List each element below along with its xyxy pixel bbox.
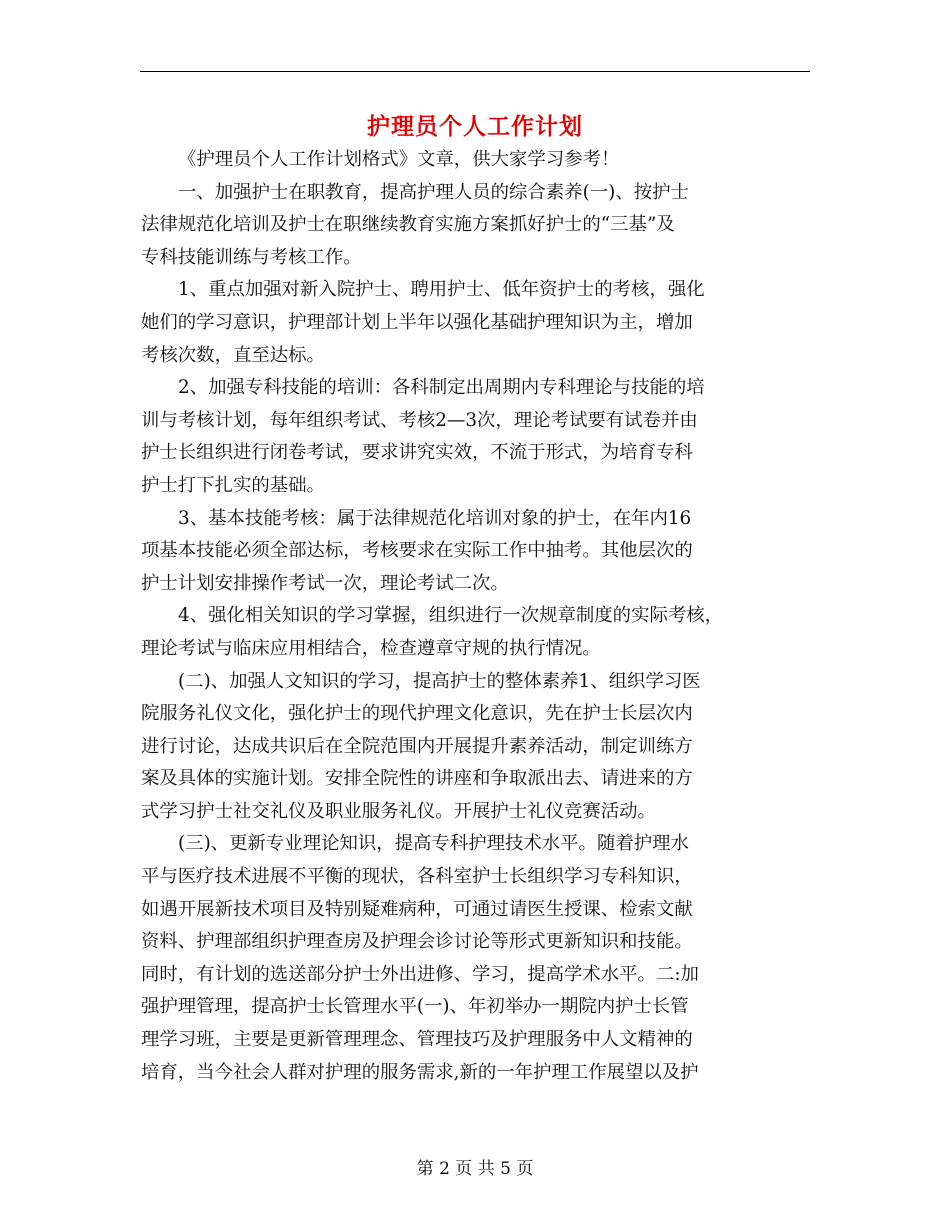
text-line: 她们的学习意识，护理部计划上半年以强化基础护理知识为主，增加 [141,311,693,333]
text-line: 护士打下扎实的基础。 [141,474,325,496]
text-line: 理论考试与临床应用相结合，检查遵章守规的执行情况。 [141,637,601,659]
document-body [141,144,813,1089]
document-title: 护理员个人工作计划 [367,114,583,140]
text-line: 进行讨论，达成共识后在全院范围内开展提升素养活动，制定训练方 [141,735,693,757]
text-line: 训与考核计划，每年组织考试、考核2—3次，理论考试要有试卷并由 [141,409,698,431]
text-line: 如遇开展新技术项目及特别疑难病种，可通过请医生授课、检索文献 [141,898,693,920]
text-line: 2、加强专科技能的培训：各科制定出周期内专科理论与技能的培 [178,377,705,399]
text-line: 案及具体的实施计划。安排全院性的讲座和争取派出去、请进来的方 [141,768,693,790]
text-line: 院服务礼仪文化，强化护士的现代护理文化意识，先在护士长层次内 [141,703,693,725]
text-line: 考核次数，直至达标。 [141,344,325,366]
text-line: 一、加强护士在职教育，提高护理人员的综合素养(一)、按护士 [178,181,689,203]
text-line: 理学习班，主要是更新管理理念、管理技巧及护理服务中人文精神的 [141,1029,693,1051]
text-line: 同时，有计划的选送部分护士外出进修、学习，提高学术水平。二:加 [141,963,699,985]
page-number-footer: 第 2 页 共 5 页 [416,1159,534,1179]
text-line: 护士长组织进行闭卷考试，要求讲究实效，不流于形式，为培育专科 [141,442,693,464]
text-line: 资料、护理部组织护理查房及护理会诊讨论等形式更新知识和技能。 [141,931,693,953]
text-line: 专科技能训练与考核工作。 [141,246,362,268]
text-line: 《护理员个人工作计划格式》文章，供大家学习参考！ [178,149,620,170]
header-rule [140,71,810,72]
text-line: 式学习护士社交礼仪及职业服务礼仪。开展护士礼仪竞赛活动。 [141,800,656,822]
text-line: (三)、更新专业理论知识，提高专科护理技术水平。随着护理水 [178,833,689,855]
text-line: 项基本技能必须全部达标，考核要求在实际工作中抽考。其他层次的 [141,540,693,562]
text-line: 4、强化相关知识的学习掌握，组织进行一次规章制度的实际考核， [178,605,724,627]
text-line: 培育，当今社会人群对护理的服务需求,新的一年护理工作展望以及护 [141,1061,699,1083]
text-line: 法律规范化培训及护士在职继续教育实施方案抓好护士的“三基”及 [141,214,675,236]
text-line: (二)、加强人文知识的学习，提高护士的整体素养1、组织学习医 [178,670,701,692]
text-line: 平与医疗技术进展不平衡的现状，各科室护士长组织学习专科知识， [141,866,693,888]
text-line: 强护理管理，提高护士长管理水平(一)、年初举办一期院内护士长管 [141,996,689,1018]
text-line: 3、基本技能考核：属于法律规范化培训对象的护士，在年内16 [178,507,692,529]
text-line: 护士计划安排操作考试一次，理论考试二次。 [141,572,509,594]
text-line: 1、重点加强对新入院护士、聘用护士、低年资护士的考核，强化 [178,279,705,301]
